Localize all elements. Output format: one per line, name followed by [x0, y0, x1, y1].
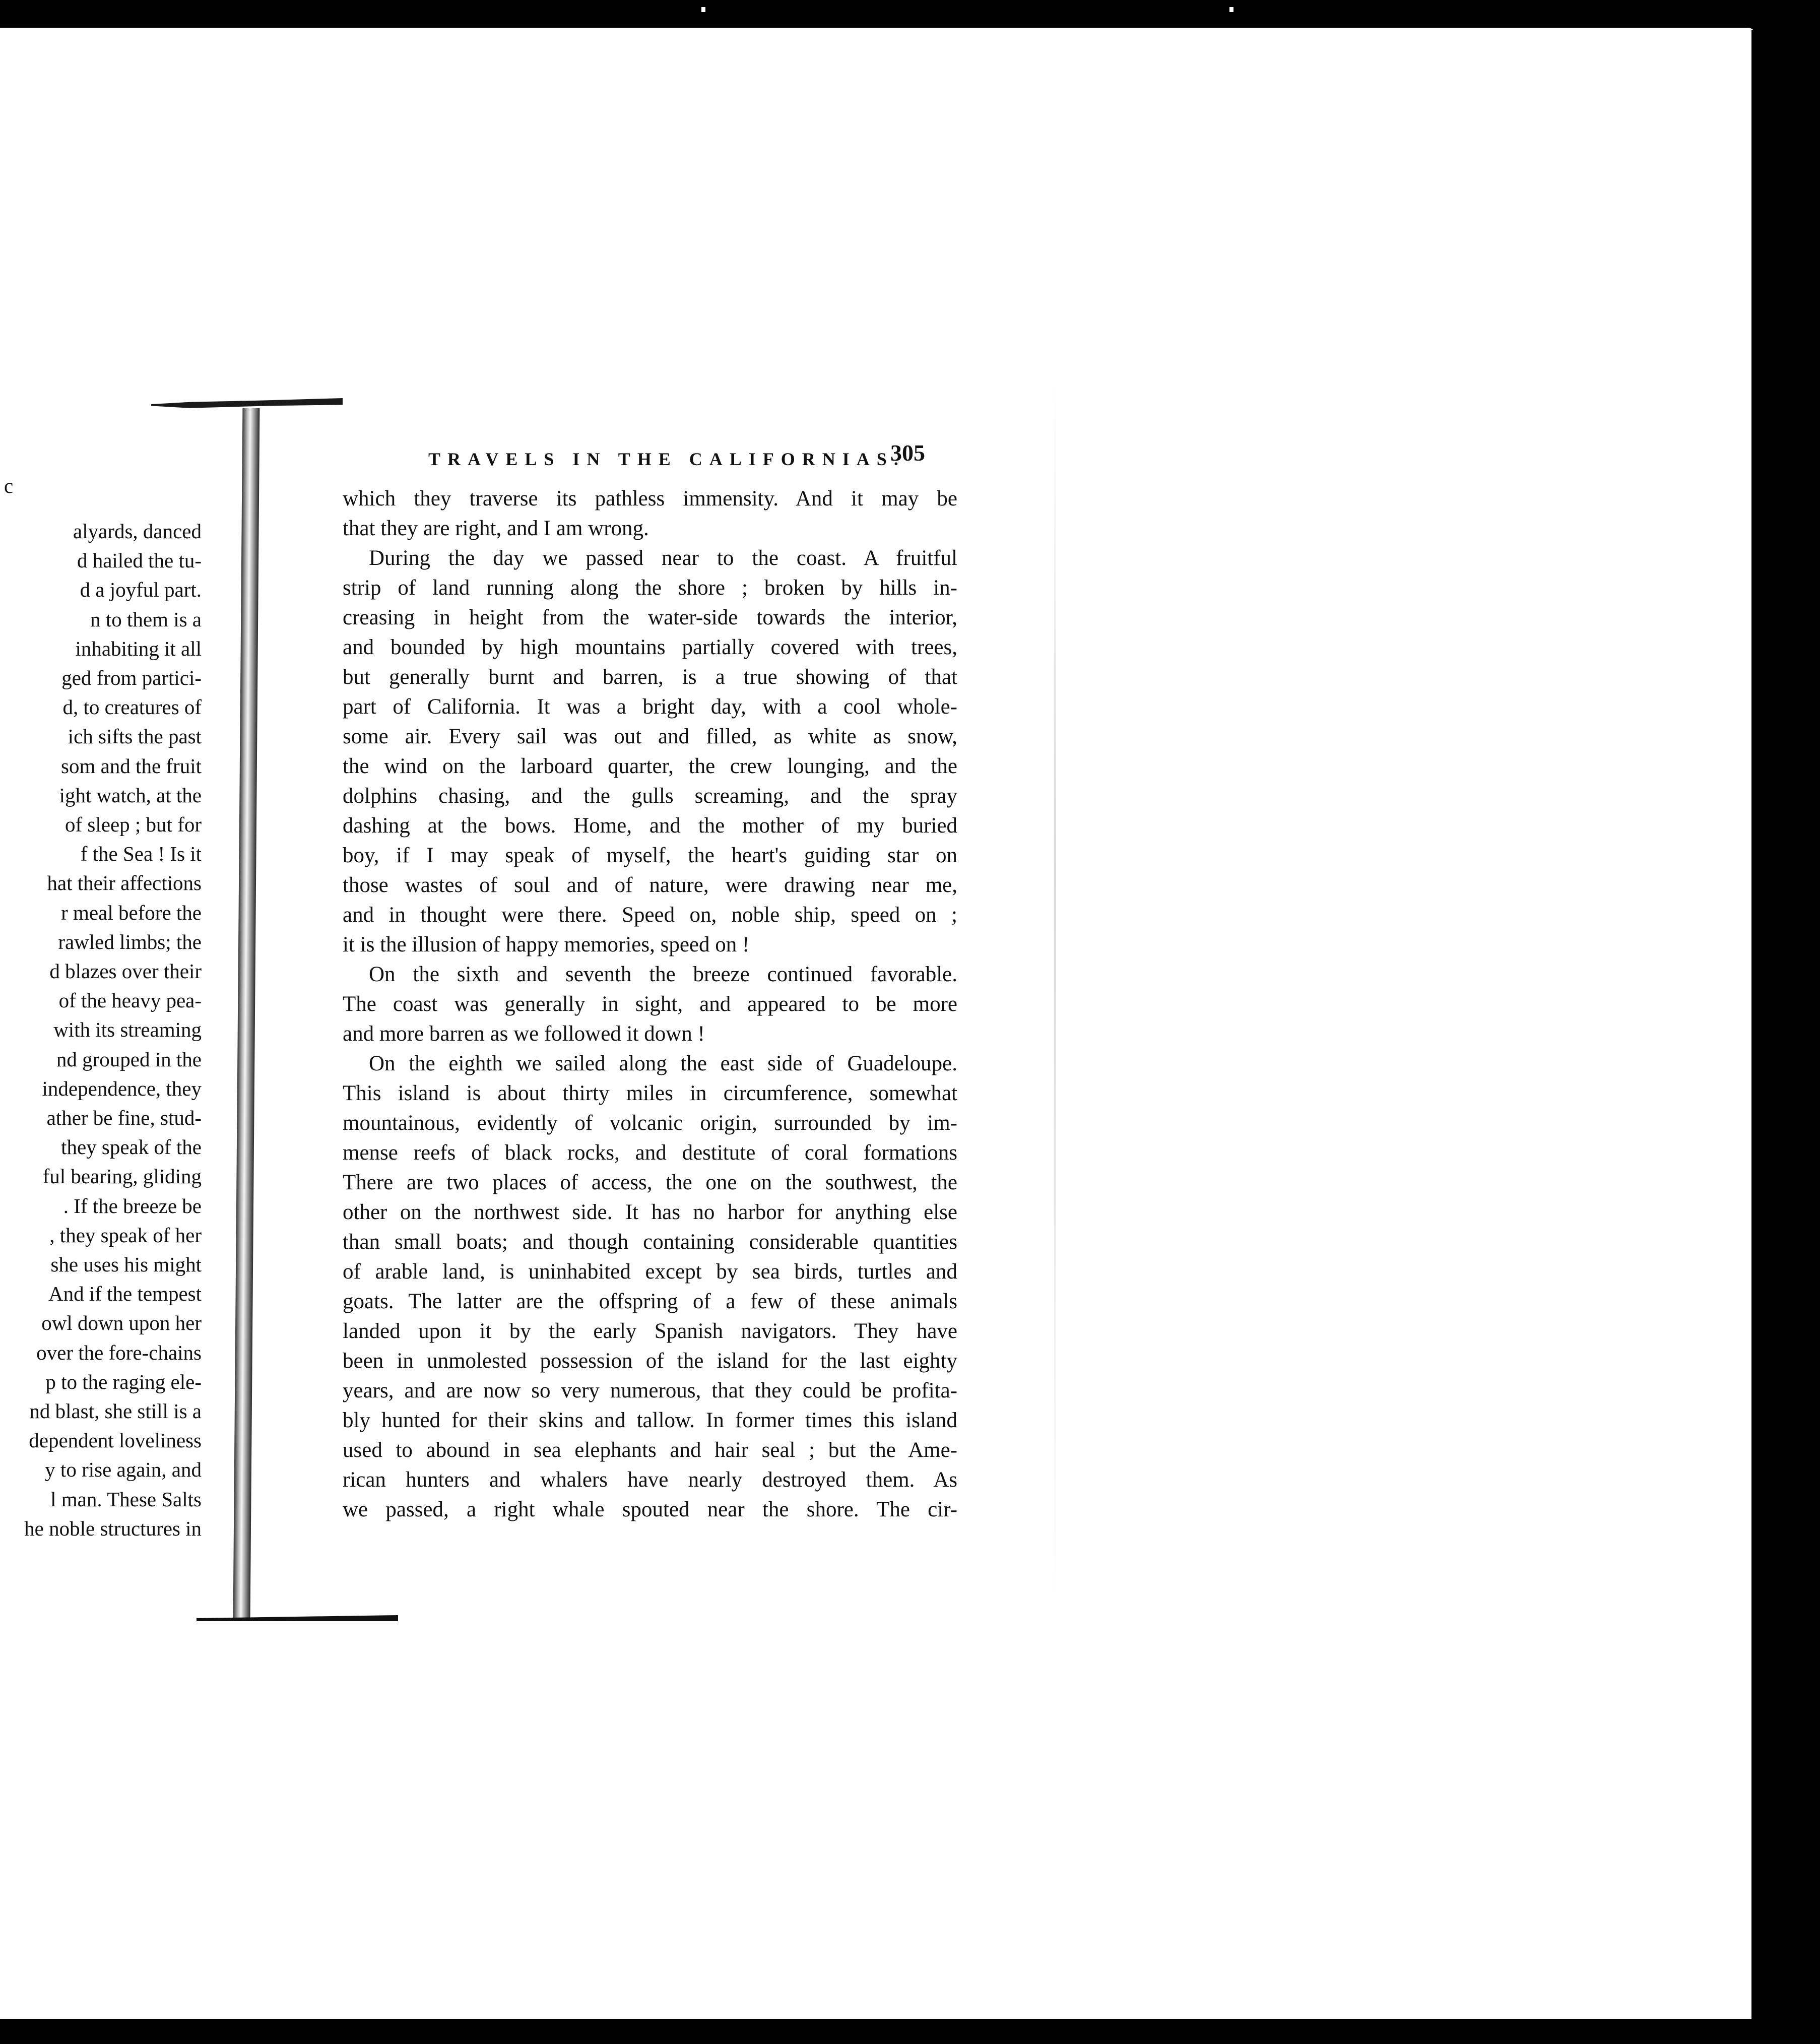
text-line: creasing in height from the water-side towards the interior,: [343, 606, 957, 629]
left-page-line: c: [4, 474, 14, 497]
text-line: There are two places of access, the one on the southwest, the: [343, 1171, 957, 1194]
text-line: and more barren as we followed it down !: [343, 1022, 705, 1046]
text-line: the wind on the larboard quarter, the crew lounging, and the: [343, 754, 957, 778]
left-page-line: r meal before the: [61, 901, 202, 924]
left-page-line: nd grouped in the: [56, 1047, 202, 1071]
body-text: [343, 484, 957, 1524]
left-page-line: , they speak of her: [49, 1223, 202, 1247]
page-fold-shadow: [1054, 383, 1056, 1603]
scan-speck: [1229, 7, 1233, 12]
left-page-line: rawled limbs; the: [58, 930, 202, 953]
text-line: other on the northwest side. It has no harbor for anything else: [343, 1200, 957, 1224]
left-page-line: f the Sea ! Is it: [80, 842, 202, 866]
left-page-line: independence, they: [42, 1076, 202, 1100]
left-page-line: owl down upon her: [41, 1311, 202, 1335]
running-head: TRAVELS IN THE CALIFORNIAS.: [428, 449, 905, 469]
text-line: On the eighth we sailed along the east side of Guadeloupe.: [369, 1052, 957, 1075]
text-line: During the day we passed near to the coast. A fruitful: [369, 546, 957, 570]
text-line: bly hunted for their skins and tallow. In former times this island: [343, 1409, 957, 1432]
left-page-line: . If the breeze be: [63, 1194, 202, 1218]
text-line: and in thought were there. Speed on, noble ship, speed on ;: [343, 903, 957, 927]
left-page-line: ather be fine, stud-: [46, 1106, 202, 1129]
left-page-line: with its streaming: [53, 1018, 202, 1042]
left-page-line: she uses his might: [50, 1253, 202, 1276]
left-page-line: n to them is a: [90, 607, 202, 631]
left-page-line: over the fore-chains: [36, 1340, 202, 1364]
left-page-line: d, to creatures of: [62, 695, 202, 719]
left-page-line: he noble structures in: [24, 1516, 202, 1540]
left-page-line: hat their affections: [47, 871, 202, 895]
text-line: but generally burnt and barren, is a true showing of that: [343, 665, 957, 689]
left-page-line: ight watch, at the: [59, 783, 202, 807]
left-page-line: And if the tempest: [48, 1282, 202, 1306]
left-page-line: ich sifts the past: [68, 725, 202, 748]
left-page-line: ged from partici-: [61, 666, 202, 689]
text-line: of arable land, is uninhabited except by sea birds, turtles and: [343, 1260, 957, 1284]
left-page-line: of the heavy pea-: [58, 989, 202, 1012]
left-page-line: d a joyful part.: [80, 578, 202, 602]
text-line: we passed, a right whale spouted near the shore. The cir-: [343, 1498, 957, 1521]
left-page-line: y to rise again, and: [45, 1458, 202, 1482]
left-page-line: of sleep ; but for: [65, 813, 202, 836]
text-line: which they traverse its pathless immensity. And it may be: [343, 487, 957, 510]
text-line: and bounded by high mountains partially covered with trees,: [343, 635, 957, 659]
text-line: part of California. It was a bright day, with a cool whole-: [343, 695, 957, 719]
text-line: boy, if I may speak of myself, the heart's guiding star on: [343, 844, 957, 867]
left-page-line: l man. These Salts: [50, 1487, 202, 1511]
left-page-fragment: [0, 0, 222, 1663]
left-page-line: ful bearing, gliding: [42, 1165, 202, 1188]
text-line: dolphins chasing, and the gulls screaming, and the spray: [343, 784, 957, 808]
left-page-line: alyards, danced: [73, 520, 202, 543]
text-line: The coast was generally in sight, and appeared to be more: [343, 992, 957, 1016]
text-line: some air. Every sail was out and filled, as white as snow,: [343, 725, 957, 748]
text-line: used to abound in sea elephants and hair seal ; but the Ame-: [343, 1438, 957, 1462]
text-line: strip of land running along the shore ; broken by hills in-: [343, 576, 957, 600]
text-line: mense reefs of black rocks, and destitute of coral formations: [343, 1141, 957, 1165]
text-line: been in unmolested possession of the island for the last eighty: [343, 1349, 957, 1373]
text-line: than small boats; and though containing considerable quantities: [343, 1230, 957, 1254]
left-page-line: inhabiting it all: [75, 636, 202, 660]
left-page-line: d blazes over their: [49, 960, 202, 983]
text-line: This island is about thirty miles in circumference, somewhat: [343, 1081, 957, 1105]
text-line: mountainous, evidently of volcanic origin, surrounded by im-: [343, 1111, 957, 1135]
text-line: years, and are now so very numerous, that they could be profita-: [343, 1379, 957, 1402]
text-line: On the sixth and seventh the breeze continued favorable.: [369, 963, 957, 986]
text-line: dashing at the bows. Home, and the mother of my buried: [343, 814, 957, 838]
text-line: rican hunters and whalers have nearly destroyed them. As: [343, 1468, 957, 1492]
page-number: 305: [890, 440, 925, 466]
text-line: it is the illusion of happy memories, speed on !: [343, 933, 750, 956]
left-page-line: p to the raging ele-: [45, 1370, 202, 1393]
left-page-line: dependent loveliness: [29, 1429, 202, 1452]
scan-speck: [701, 7, 705, 12]
text-line: goats. The latter are the offspring of a few of these animals: [343, 1290, 957, 1313]
text-line: those wastes of soul and of nature, were drawing near me,: [343, 873, 957, 897]
text-line: that they are right, and I am wrong.: [343, 517, 649, 540]
scan-edge: [1751, 30, 1787, 2021]
left-page-line: d hailed the tu-: [77, 549, 202, 572]
left-page-line: nd blast, she still is a: [29, 1399, 202, 1423]
left-page-line: they speak of the: [61, 1135, 202, 1159]
left-page-line: som and the fruit: [61, 754, 202, 778]
text-line: landed upon it by the early Spanish navigators. They have: [343, 1319, 957, 1343]
